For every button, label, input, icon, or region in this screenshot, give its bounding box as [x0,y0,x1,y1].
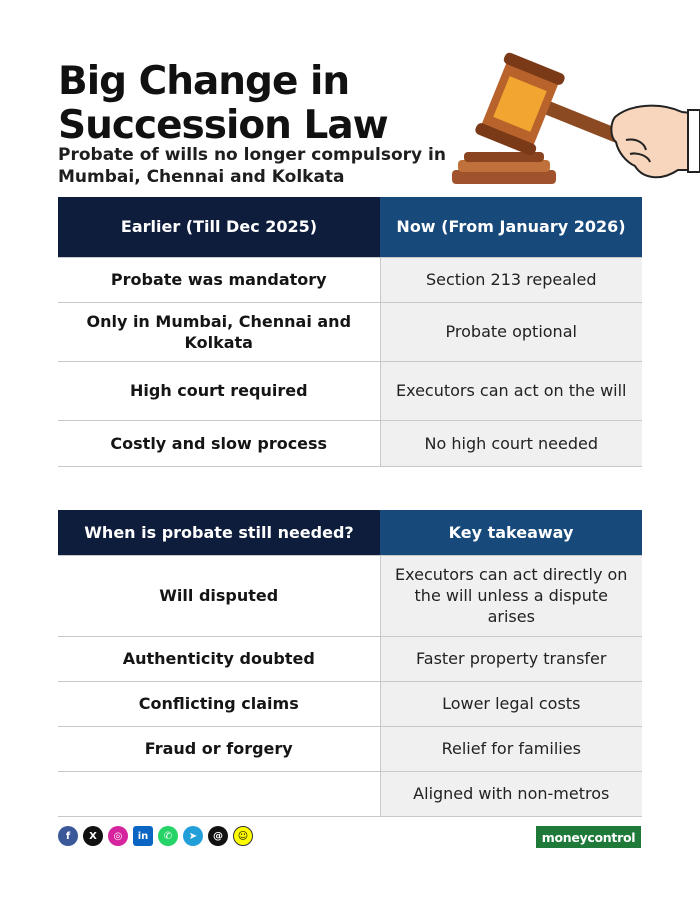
snapchat-icon[interactable]: ☺ [233,826,253,846]
table2-header-right: Key takeaway [380,510,642,555]
table-cell-earlier: High court required [58,361,380,420]
table-cell-earlier: Probate was mandatory [58,257,380,302]
brand-logo: moneycontrol [536,826,641,848]
comparison-table [58,197,642,467]
table-cell-takeaway: Aligned with non-metros [380,771,642,816]
table-cell-case: Authenticity doubted [58,636,380,681]
page-subtitle: Probate of wills no longer compulsory in Mumbai, Chennai and Kolkata [58,145,446,187]
table-cell-now: No high court needed [380,420,642,466]
table-row [58,302,642,361]
table-row [58,771,642,816]
table-cell-now: Section 213 repealed [380,257,642,302]
whatsapp-icon[interactable]: ✆ [158,826,178,846]
probate-needed-table [58,510,642,817]
instagram-icon[interactable]: ◎ [108,826,128,846]
facebook-icon[interactable]: f [58,826,78,846]
table-row [58,555,642,636]
telegram-icon[interactable]: ➤ [183,826,203,846]
table-row [58,681,642,726]
table-cell-now: Executors can act on the will [380,361,642,420]
table-cell-takeaway: Relief for families [380,726,642,771]
social-icons [58,826,253,846]
table-cell-now: Probate optional [380,302,642,361]
x-icon[interactable]: X [83,826,103,846]
table-row [58,420,642,466]
table-cell-takeaway: Faster property transfer [380,636,642,681]
table-cell-earlier: Only in Mumbai, Chennai and Kolkata [58,302,380,361]
table1-header-left: Earlier (Till Dec 2025) [58,197,380,257]
table-cell-takeaway: Executors can act directly on the will unless a dispute arises [380,555,642,636]
table-cell-case [58,771,380,816]
linkedin-icon[interactable]: in [133,826,153,846]
gavel-illustration [430,42,700,200]
threads-icon[interactable]: @ [208,826,228,846]
table1-header-right: Now (From January 2026) [380,197,642,257]
table2-header-left: When is probate still needed? [58,510,380,555]
table-row [58,636,642,681]
table-cell-case: Will disputed [58,555,380,636]
table-row [58,257,642,302]
table-cell-earlier: Costly and slow process [58,420,380,466]
table-cell-case: Fraud or forgery [58,726,380,771]
table-row [58,361,642,420]
table-cell-takeaway: Lower legal costs [380,681,642,726]
page-title: Big Change in Succession Law [58,59,388,148]
table-row [58,726,642,771]
table-cell-case: Conflicting claims [58,681,380,726]
